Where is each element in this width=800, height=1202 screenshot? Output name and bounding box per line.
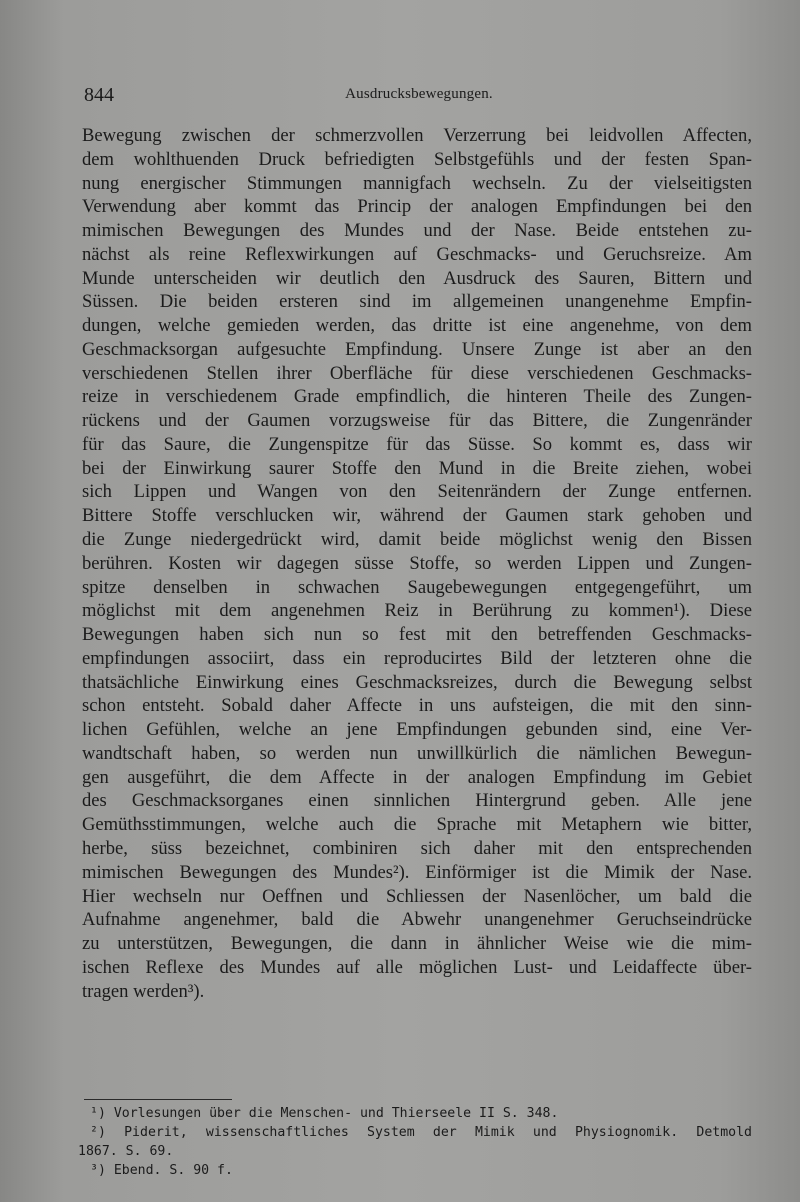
footnote-2-continued: 1867. S. 69. xyxy=(78,1144,174,1159)
text-line: schon entsteht. Sobald daher Affecte in uns aufsteigen, die mit den sinn- xyxy=(82,695,752,717)
text-line: wandtschaft haben, so werden nun unwillkürlich die nämlichen Bewegun- xyxy=(82,742,752,764)
text-line: Hier wechseln nur Oeffnen und Schliessen der Nasenlöcher, um bald die xyxy=(82,885,752,907)
page-header xyxy=(84,84,754,108)
text-line: gen ausgeführt, die dem Affecte in der analogen Empfindung im Gebiet xyxy=(82,766,752,788)
text-line: berühren. Kosten wir dagegen süsse Stoffe, so werden Lippen und Zungen- xyxy=(82,552,752,574)
text-line: mimischen Bewegungen des Mundes²). Einförmiger ist die Mimik der Nase. xyxy=(82,861,752,883)
text-line: dungen, welche gemieden werden, das dritte ist eine angenehme, von dem xyxy=(82,315,752,337)
text-line: dem wohlthuenden Druck befriedigten Selbstgefühls und der festen Span- xyxy=(82,148,752,170)
footnote-1: ¹) Vorlesungen über die Menschen- und Thierseele II S. 348. xyxy=(90,1106,559,1121)
running-head: Ausdrucksbewegungen. xyxy=(345,86,493,102)
text-line: Gemüthsstimmungen, welche auch die Sprache mit Metaphern wie bitter, xyxy=(82,814,752,836)
footnotes xyxy=(78,1104,752,1180)
text-line: rückens und der Gaumen vorzugsweise für das Bittere, die Zungenränder xyxy=(82,410,752,432)
text-line: verschiedenen Stellen ihrer Oberfläche für diese verschiedenen Geschmacks- xyxy=(82,362,752,384)
text-line: die Zunge niedergedrückt wird, damit beide möglichst wenig den Bissen xyxy=(82,529,752,551)
text-line: tragen werden³). xyxy=(82,980,205,1002)
text-line: thatsächliche Einwirkung eines Geschmacksreizes, durch die Bewegung selbst xyxy=(82,671,752,693)
text-line: sich Lippen und Wangen von den Seitenrändern der Zunge entfernen. xyxy=(82,481,752,503)
footnote-3: ³) Ebend. S. 90 f. xyxy=(90,1163,233,1178)
body-text xyxy=(82,124,752,1003)
text-line: Bewegungen haben sich nun so fest mit den betreffenden Geschmacks- xyxy=(82,624,752,646)
text-line: möglichst mit dem angenehmen Reiz in Berührung zu kommen¹). Diese xyxy=(82,600,752,622)
text-line: mimischen Bewegungen des Mundes und der Nase. Beide entstehen zu- xyxy=(82,220,752,242)
text-line: für das Saure, die Zungenspitze für das Süsse. So kommt es, dass wir xyxy=(82,433,752,455)
text-line: bei der Einwirkung saurer Stoffe den Mund in die Breite ziehen, wobei xyxy=(82,457,752,479)
footnote-2: ²) Piderit, wissenschaftliches System der Mimik und Physiognomik. Detmold xyxy=(90,1125,752,1140)
text-line: nung energischer Stimmungen mannigfach wechseln. Zu der vielseitigsten xyxy=(82,172,752,194)
text-line: Süssen. Die beiden ersteren sind im allgemeinen unangenehme Empfin- xyxy=(82,291,752,313)
text-line: lichen Gefühlen, welche an jene Empfindungen gebunden sind, eine Ver- xyxy=(82,719,752,741)
text-line: spitze denselben in schwachen Saugebewegungen entgegengeführt, um xyxy=(82,576,752,598)
text-line: nächst als reine Reflexwirkungen auf Geschmacks- und Geruchsreize. Am xyxy=(82,243,752,265)
text-line: herbe, süss bezeichnet, combiniren sich daher mit den entsprechenden xyxy=(82,837,752,859)
text-line: Verwendung aber kommt das Princip der analogen Empfindungen bei den xyxy=(82,196,752,218)
text-line: Aufnahme angenehmer, bald die Abwehr unangenehmer Geruchseindrücke xyxy=(82,909,752,931)
text-line: zu unterstützen, Bewegungen, die dann in ähnlicher Weise wie die mim- xyxy=(82,933,752,955)
text-line: empfindungen associirt, dass ein reproducirtes Bild der letzteren ohne die xyxy=(82,647,752,669)
text-line: Munde unterscheiden wir deutlich den Ausdruck des Sauren, Bittern und xyxy=(82,267,752,289)
page-number: 844 xyxy=(84,84,114,106)
text-line: Bittere Stoffe verschlucken wir, während der Gaumen stark gehoben und xyxy=(82,505,752,527)
text-line: des Geschmacksorganes einen sinnlichen Hintergrund geben. Alle jene xyxy=(82,790,752,812)
text-line: Geschmacksorgan aufgesuchte Empfindung. Unsere Zunge ist aber an den xyxy=(82,338,752,360)
footnote-rule xyxy=(84,1099,232,1100)
text-line: ischen Reflexe des Mundes auf alle möglichen Lust- und Leidaffecte über- xyxy=(82,956,752,978)
text-line: Bewegung zwischen der schmerzvollen Verzerrung bei leidvollen Affecten, xyxy=(82,125,752,146)
text-line: reize in verschiedenem Grade empfindlich, die hinteren Theile des Zungen- xyxy=(82,386,752,408)
